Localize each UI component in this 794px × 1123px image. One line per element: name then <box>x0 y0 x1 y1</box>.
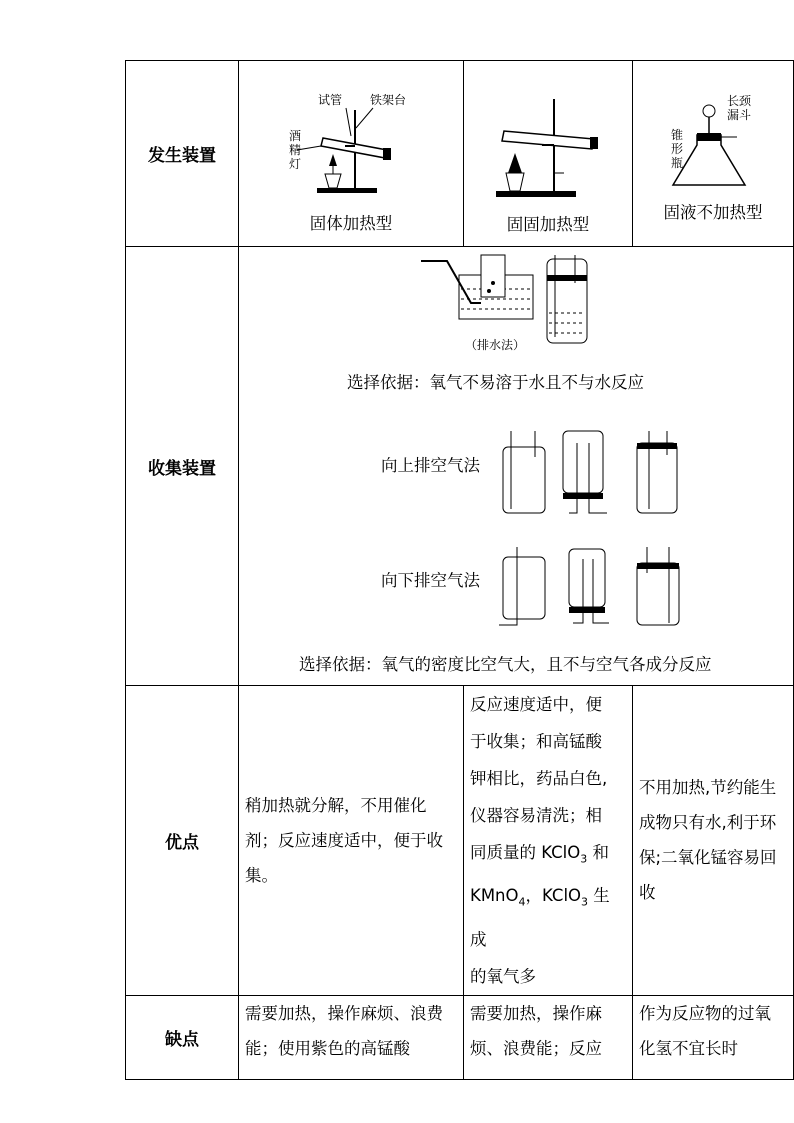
collection-cell <box>239 247 794 686</box>
solid-liquid-no-heat-caption: 固液不加热型 <box>663 202 763 222</box>
adv2-line7: 的氧气多 <box>470 966 536 986</box>
solid-heating-apparatus-diagram <box>239 88 463 198</box>
adv2-line1: 反应速度适中，便 <box>470 695 602 714</box>
oxygen-preparation-table <box>125 60 794 1080</box>
advantages-header: 优点 <box>126 686 239 996</box>
lamp-label-1: 酒 <box>289 128 302 143</box>
adv2-line6: KMnO$_4$，KClO$_3$ 生成 <box>470 886 610 949</box>
flask-label-2: 形 <box>671 141 684 156</box>
air-basis-text: 选择依据：氧气的密度比空气大，且不与空气各成分反应 <box>299 655 712 674</box>
flask-label-3: 瓶 <box>671 155 684 170</box>
downward-air-label: 向下排空气法 <box>381 571 480 590</box>
collection-content <box>239 247 793 685</box>
advantages-row <box>126 686 794 996</box>
funnel-label-2: 漏斗 <box>727 107 752 122</box>
conical-flask-apparatus-diagram <box>633 93 793 193</box>
advantages-col3: 不用加热,节约能生成物只有水,利于环保;二氧化锰容易回收 <box>633 686 794 996</box>
solid-solid-heating-apparatus-diagram <box>464 93 632 203</box>
generation-row <box>126 61 794 247</box>
disadvantages-col1: 需要加热，操作麻烦、浪费能；使用紫色的高锰酸 <box>239 995 464 1079</box>
adv2-line5: 同质量的 KClO$_3$ 和 <box>470 843 610 866</box>
solid-heating-cell <box>239 61 464 247</box>
adv2-line2: 于收集；和高锰酸 <box>470 732 602 751</box>
disadvantages-col2: 需要加热，操作麻烦、浪费能；反应 <box>464 995 633 1079</box>
water-method-label: （排水法） <box>465 338 526 352</box>
funnel-label-1: 长颈 <box>727 93 752 108</box>
solid-heating-caption: 固体加热型 <box>309 213 393 233</box>
lamp-label-2: 精 <box>289 142 302 157</box>
adv2-line3: 钾相比，药品白色, <box>470 769 608 788</box>
collection-row <box>126 247 794 686</box>
adv2-line4: 仪器容易清洗；相 <box>470 806 602 825</box>
flask-label-1: 锥 <box>671 127 684 142</box>
stand-label: 铁架台 <box>370 92 407 107</box>
solid-liquid-no-heat-cell <box>633 61 794 247</box>
water-basis-text: 选择依据：氧气不易溶于水且不与水反应 <box>347 373 644 392</box>
tube-label: 试管 <box>318 92 343 107</box>
collection-header: 收集装置 <box>126 247 239 686</box>
upward-air-diagrams <box>497 427 697 527</box>
downward-air-diagrams <box>497 543 697 633</box>
generation-header: 发生装置 <box>126 61 239 247</box>
water-displacement-diagram <box>419 253 619 353</box>
disadvantages-header: 缺点 <box>126 995 239 1079</box>
upward-air-label: 向上排空气法 <box>381 456 480 475</box>
lamp-label-3: 灯 <box>289 156 302 171</box>
solid-solid-heating-cell <box>464 61 633 247</box>
solid-solid-heating-caption: 固固加热型 <box>506 214 590 234</box>
advantages-col2 <box>464 686 633 996</box>
disadvantages-row <box>126 995 794 1079</box>
advantages-col1: 稍加热就分解，不用催化剂；反应速度适中，便于收集。 <box>239 686 464 996</box>
disadvantages-col3: 作为反应物的过氧化氢不宜长时 <box>633 995 794 1079</box>
